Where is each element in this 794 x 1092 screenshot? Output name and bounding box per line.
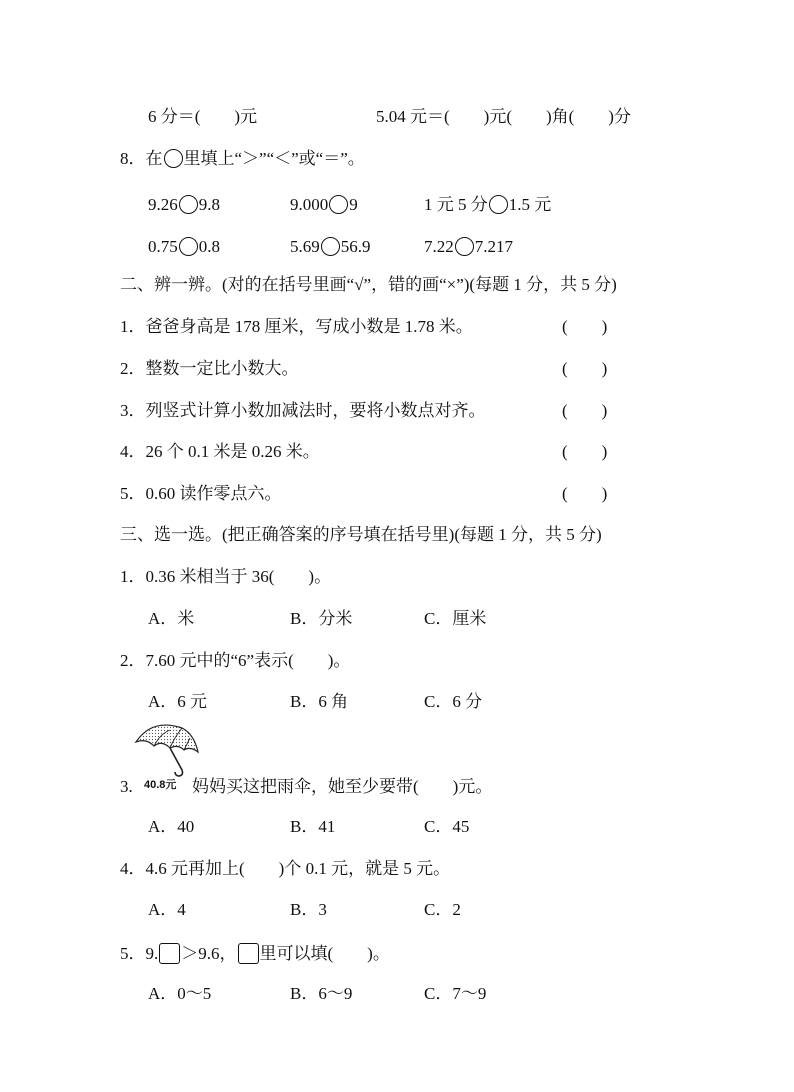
option-c[interactable]: C．2	[424, 900, 461, 919]
choice-q5-stem: 5．9. ＞9.6， 里可以填( )。	[120, 944, 390, 963]
compare-item: 9.000 9	[290, 195, 358, 214]
circle-blank-icon	[164, 149, 183, 168]
judge-item: 3．列竖式计算小数加减法时，要将小数点对齐。	[120, 401, 486, 420]
option-a[interactable]: A．40	[148, 817, 195, 836]
choice-q2-stem: 2．7.60 元中的“6”表示( )。	[120, 651, 351, 670]
compare-item: 1 元 5 分 1.5 元	[424, 195, 552, 214]
option-c[interactable]: C．6 分	[424, 692, 483, 711]
umbrella-price: 40.8元	[144, 779, 177, 791]
choice-q3-stem: 妈妈买这把雨伞，她至少要带( )元。	[192, 777, 493, 796]
choice-q1-stem: 1．0.36 米相当于 36( )。	[120, 567, 332, 586]
compare-item: 7.22 7.217	[424, 237, 513, 256]
q8-prefix: 8．在	[120, 149, 163, 168]
compare-circle[interactable]	[179, 237, 198, 256]
judge-item: 2．整数一定比小数大。	[120, 359, 299, 378]
answer-paren[interactable]: ( )	[562, 317, 608, 336]
judge-item: 4．26 个 0.1 米是 0.26 米。	[120, 442, 320, 461]
option-a[interactable]: A．4	[148, 900, 186, 919]
compare-circle[interactable]	[455, 237, 474, 256]
option-a[interactable]: A．6 元	[148, 692, 208, 711]
compare-circle[interactable]	[179, 195, 198, 214]
option-a[interactable]: A．0～5	[148, 984, 212, 1003]
umbrella-icon	[130, 720, 202, 780]
compare-item: 0.75 0.8	[148, 237, 220, 256]
judge-item: 5．0.60 读作零点六。	[120, 484, 282, 503]
answer-paren[interactable]: ( )	[562, 359, 608, 378]
compare-item: 9.26 9.8	[148, 195, 220, 214]
option-b[interactable]: B．41	[290, 817, 336, 836]
compare-item: 5.69 56.9	[290, 237, 371, 256]
option-b[interactable]: B．3	[290, 900, 327, 919]
money-fill-2: 5.04 元＝( )元( )角( )分	[376, 107, 631, 126]
option-c[interactable]: C．45	[424, 817, 470, 836]
option-b[interactable]: B．6～9	[290, 984, 353, 1003]
section3-title: 三、选一选。(把正确答案的序号填在括号里)(每题 1 分，共 5 分)	[120, 525, 602, 544]
choice-q4-stem: 4．4.6 元再加上( )个 0.1 元，就是 5 元。	[120, 859, 451, 878]
choice-q3-num: 3.	[120, 777, 133, 796]
square-blank-icon	[238, 943, 259, 964]
option-c[interactable]: C．7～9	[424, 984, 487, 1003]
compare-circle[interactable]	[321, 237, 340, 256]
answer-paren[interactable]: ( )	[562, 484, 608, 503]
money-fill-1: 6 分＝( )元	[148, 107, 258, 126]
judge-item: 1．爸爸身高是 178 厘米，写成小数是 1.78 米。	[120, 317, 473, 336]
square-blank-icon[interactable]	[159, 943, 180, 964]
option-c[interactable]: C．厘米	[424, 609, 487, 628]
q8-instruction	[120, 148, 365, 170]
answer-paren[interactable]: ( )	[562, 442, 608, 461]
option-b[interactable]: B．分米	[290, 609, 353, 628]
option-b[interactable]: B．6 角	[290, 692, 349, 711]
section2-title: 二、辨一辨。(对的在括号里画“√”，错的画“×”)(每题 1 分，共 5 分)	[120, 275, 617, 294]
q8-suffix: 里填上“＞”“＜”或“＝”。	[183, 149, 365, 168]
option-a[interactable]: A．米	[148, 609, 195, 628]
answer-paren[interactable]: ( )	[562, 401, 608, 420]
compare-circle[interactable]	[489, 195, 508, 214]
compare-circle[interactable]	[329, 195, 348, 214]
